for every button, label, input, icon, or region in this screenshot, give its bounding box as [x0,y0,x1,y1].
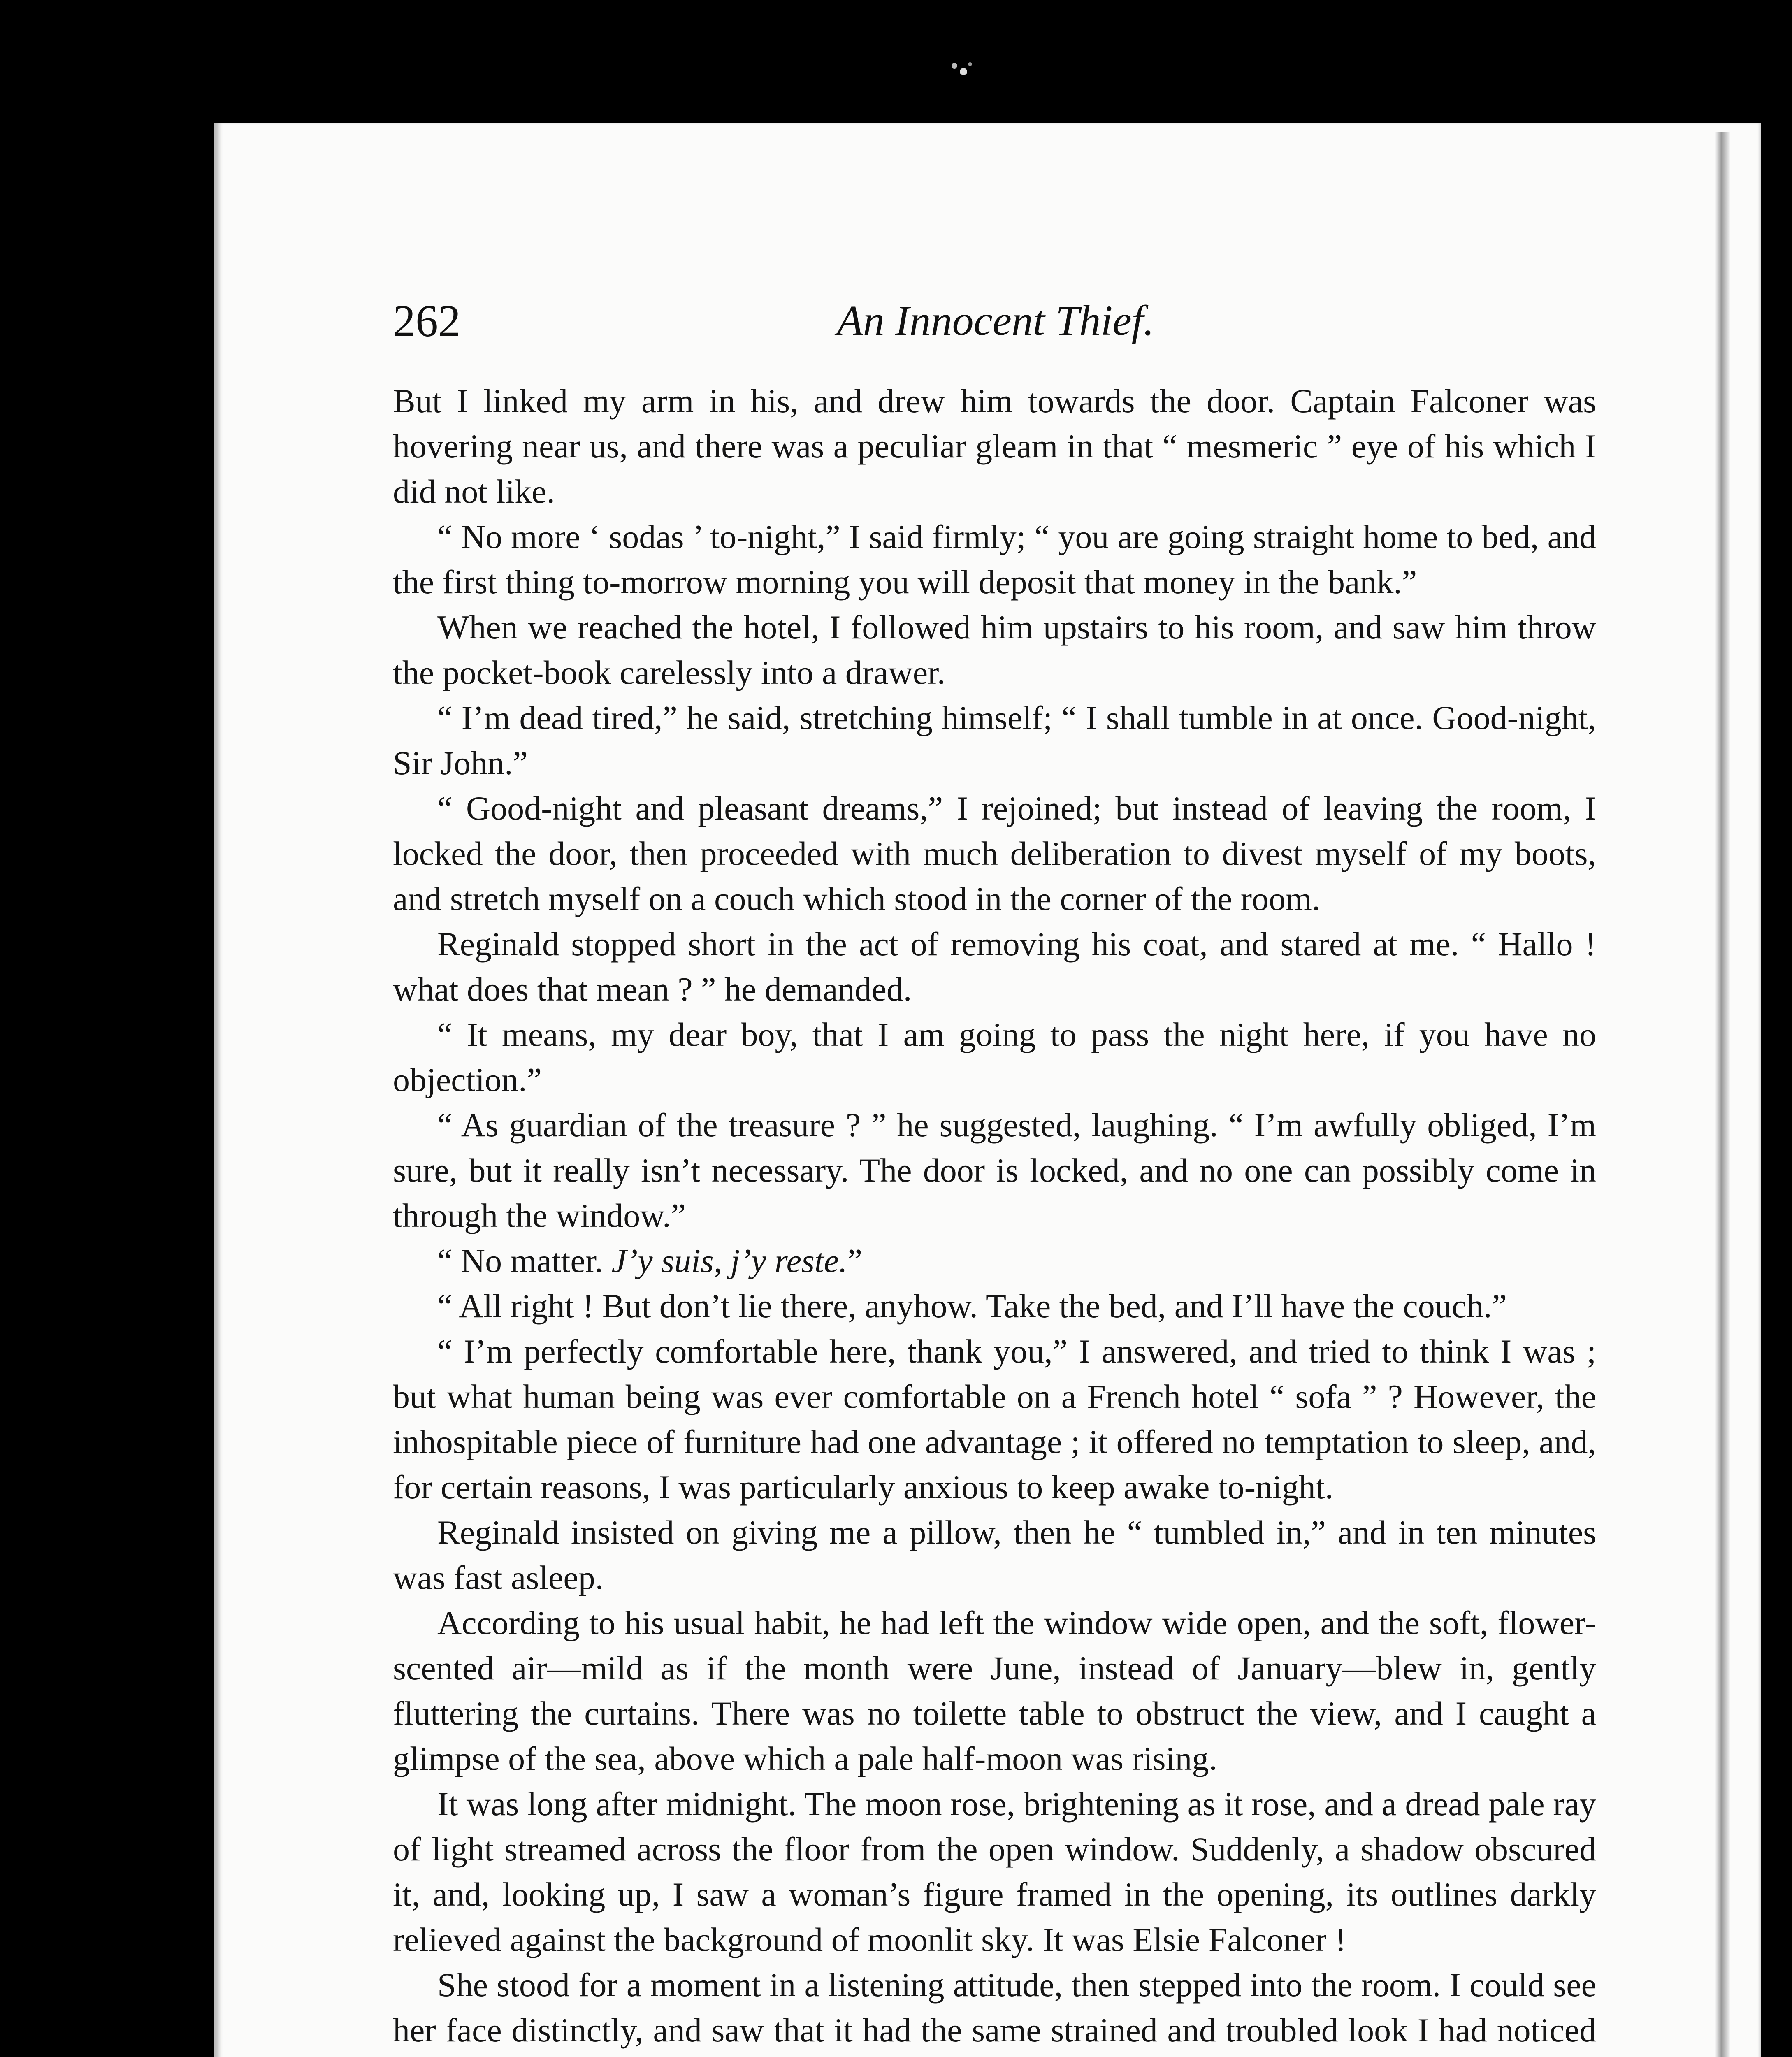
paragraph: Reginald insisted on giving me a pillow, then he “ tumbled in,” and in ten minutes was fast asleep. [393,1514,1596,1596]
page-edge [1715,132,1730,2057]
body-text [393,378,1596,2057]
paragraph: According to his usual habit, he had left the window wide open, and the soft, flower-scented air—mild as if the month were June, instead of January—blew in, gently fluttering the curtains. There was no toilette table to obstruct the view, and I caught a glimpse of the sea, above which a pale half-moon was rising. [393,1604,1596,1777]
paragraph: “ It means, my dear boy, that I am going to pass the night here, if you have no objection.” [393,1016,1596,1098]
paragraph [393,1238,1596,1284]
paragraph: “ All right ! But don’t lie there, anyhow. Take the bed, and I’ll have the couch.” [437,1287,1507,1325]
italic-phrase: J’y suis, j’y reste. [611,1242,847,1279]
paragraph: But I linked my arm in his, and drew him towards the door. Captain Falconer was hovering near us, and there was a peculiar gleam in that “ mesmeric ” eye of his which I did not like. [393,382,1596,510]
paragraph: Reginald stopped short in the act of removing his coat, and stared at me. “ Hallo ! what does that mean ? ” he demanded. [393,925,1596,1008]
paragraph: “ Good-night and pleasant dreams,” I rejoined; but instead of leaving the room, I locked the door, then proceeded with much deliberation to divest myself of my boots, and stretch myself on a couch which stood in the corner of the room. [393,789,1596,917]
paragraph: She stood for a moment in a listening attitude, then stepped into the room. I could see her face distinctly, and saw that it had the same strained and troubled look I had noticed [393,1966,1596,2049]
paragraph-text: “ No matter. [437,1242,612,1279]
paragraph: It was long after midnight. The moon rose, brightening as it rose, and a dread pale ray of light streamed across the floor from the open window. Suddenly, a shadow obscured it, and, looking up, I saw a woman’s figure framed in the opening, its outlines darkly relieved against the background of moonlit sky. It was Elsie Falconer ! [393,1785,1596,1958]
paragraph: “ I’m perfectly comfortable here, thank you,” I answered, and tried to think I was ; but what human being was ever comfortable on a French hotel “ sofa ” ? However, the inhospitable piece of furniture had one advantage ; it offered no temptation to sleep, and, for certain reasons, I was particularly anxious to keep awake to-night. [393,1333,1596,1506]
paragraph-text: ” [847,1242,862,1279]
running-title: An Innocent Thief. [837,297,1154,344]
paragraph: When we reached the hotel, I followed him upstairs to his room, and saw him throw the pocket-book carelessly into a drawer. [393,608,1596,691]
running-head [393,288,1598,354]
paragraph: “ As guardian of the treasure ? ” he suggested, laughing. “ I’m awfully obliged, I’m sure, but it really isn’t necessary. The door is locked, and no one can possibly come in through the window.” [393,1106,1596,1234]
paragraph: “ I’m dead tired,” he said, stretching himself; “ I shall tumble in at once. Good-night, Sir John.” [393,699,1596,782]
page-number: 262 [393,296,461,346]
paragraph: “ No more ‘ sodas ’ to-night,” I said firmly; “ you are going straight home to bed, and the first thing to-morrow morning you will deposit that money in the bank.” [393,518,1596,601]
dust-specks [946,53,979,86]
